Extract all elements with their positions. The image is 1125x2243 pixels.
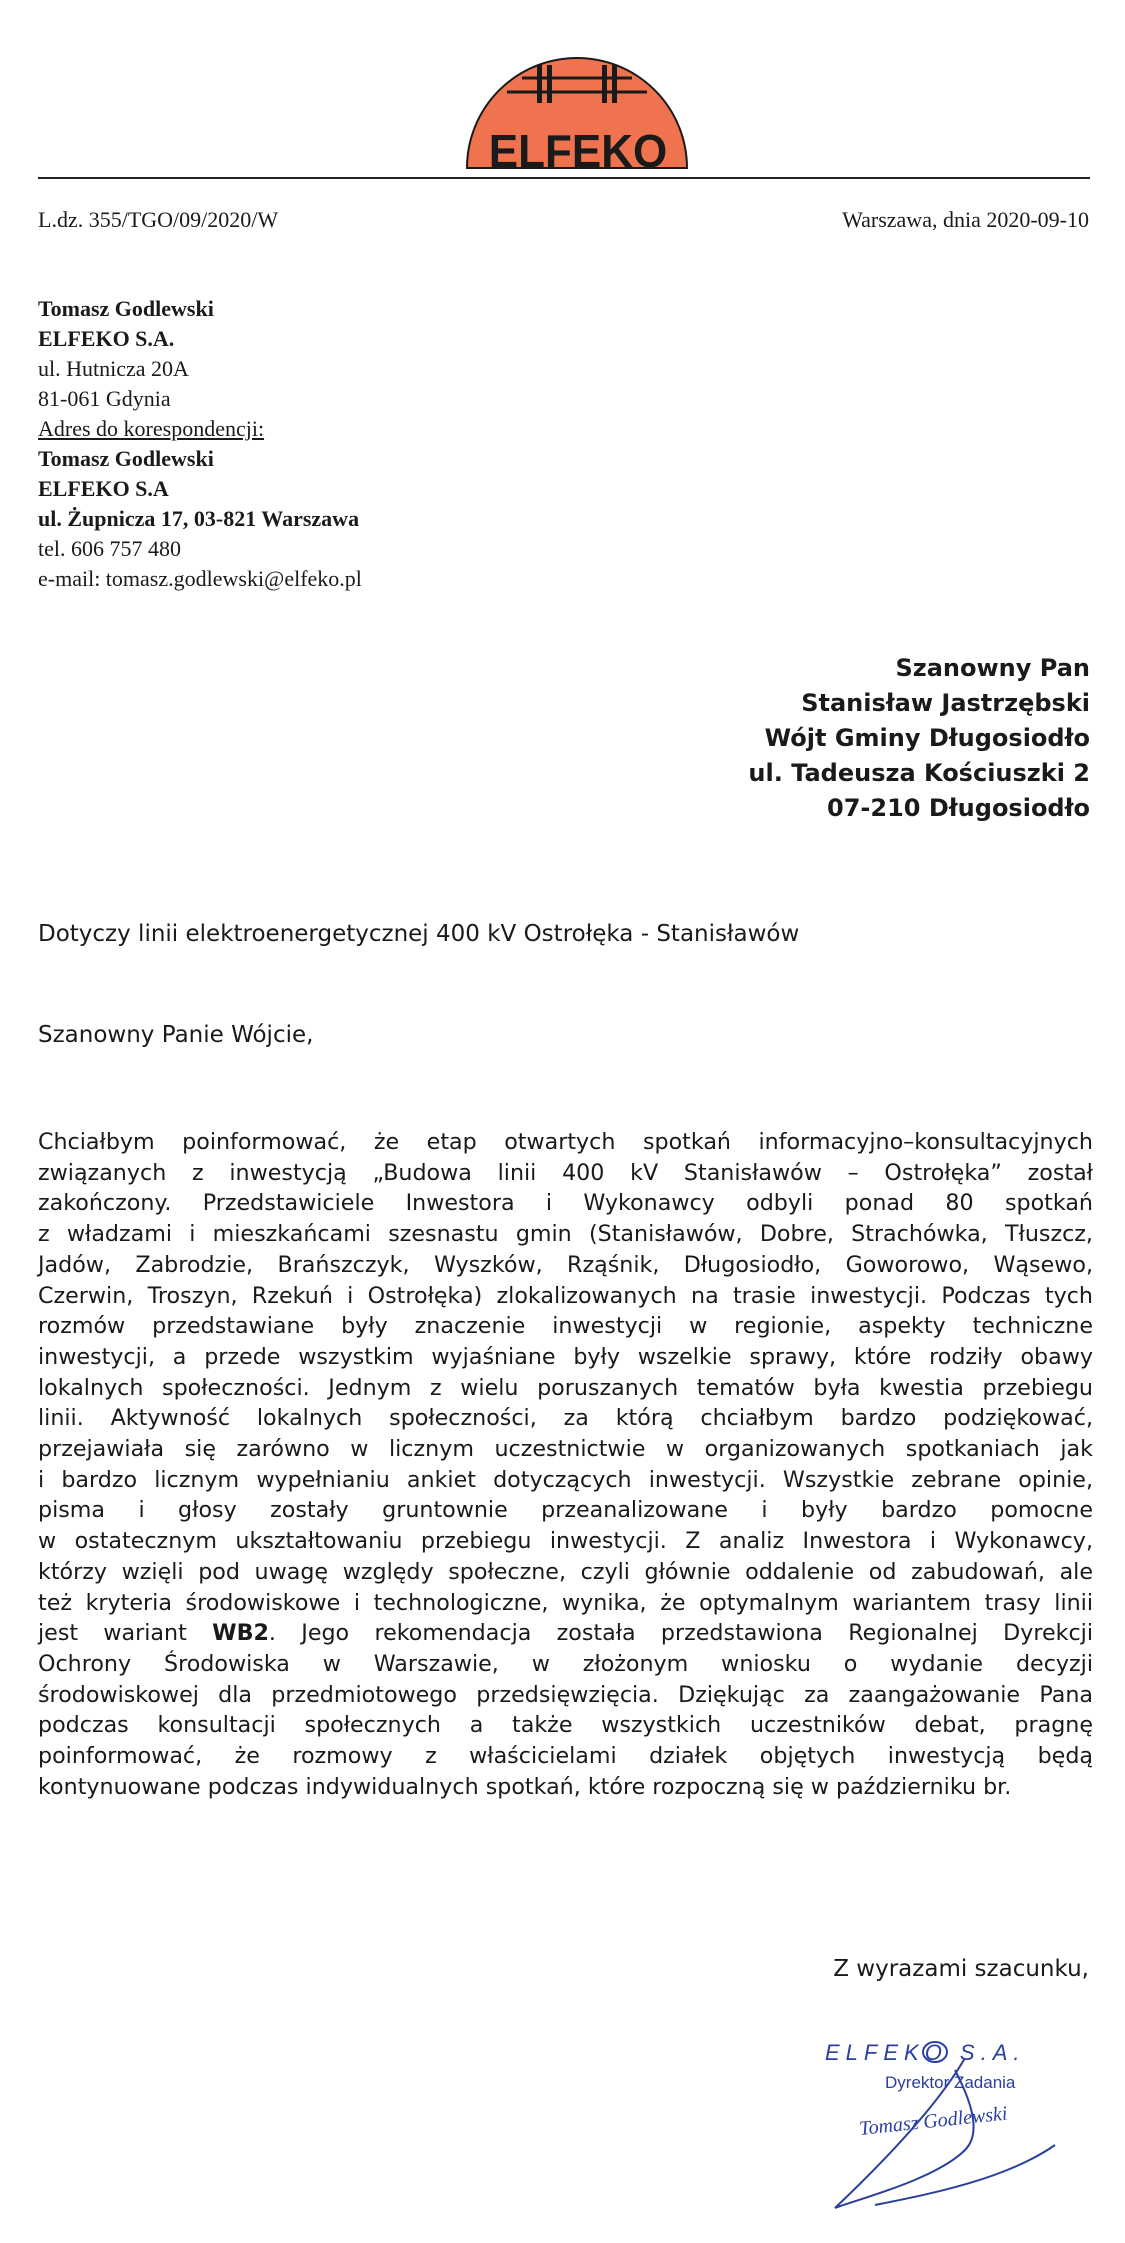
body-line: też kryteria środowiskowe i technologiczne, wynika, że optymalnym wariantem trasy linii [38,1589,1093,1616]
body-line: zakończony. Przedstawiciele Inwestora i Wykonawcy odbyli ponad 80 spotkań [38,1190,1093,1217]
body-line: Ochrony Środowiska w Warszawie, w złożonym wniosku o wydanie decyzji [38,1650,1093,1677]
body-line: którzy wzięli pod uwagę względy społeczne, czyli głównie oddalenie od zabudowań, ale [38,1558,1093,1585]
recipient-line-4: ul. Tadeusza Kościuszki 2 [748,759,1090,787]
letter-body [38,1127,1093,1802]
body-line: z władzami i mieszkańcami szesnastu gmin (Stanisławów, Dobre, Strachówka, Tłuszcz, [38,1221,1093,1248]
body-line: środowiskowej dla przedmiotowego przedsięwzięcia. Dziękując za zaangażowanie Pana [38,1681,1093,1708]
body-line: związanych z inwestycją „Budowa linii 400 kV Stanisławów – Ostrołęka” został [38,1159,1093,1186]
header-divider [38,177,1090,179]
salutation: Szanowny Panie Wójcie, [38,1022,314,1048]
elfeko-logo [462,20,692,170]
body-line: inwestycji, a przede wszystkim wyjaśniane były wszelkie sprawy, które rodziły obawy [38,1343,1093,1370]
recipient-block [748,651,1090,826]
sender-email: e-mail: tomasz.godlewski@elfeko.pl [38,566,362,591]
closing: Z wyrazami szacunku, [833,1956,1089,1982]
sender-phone: tel. 606 757 480 [38,536,181,561]
signature-stamp [815,2030,1075,2220]
place-date: Warszawa, dnia 2020-09-10 [842,207,1089,232]
logo-text: ELFEKO [488,125,668,170]
body-line: Czerwin, Troszyn, Rzekuń i Ostrołęka) zlokalizowanych na trasie inwestycji. Podczas tych [38,1282,1093,1309]
recipient-line-1: Szanowny Pan [895,654,1090,682]
corr-name: Tomasz Godlewski [38,446,214,471]
sender-street: ul. Hutnicza 20A [38,356,189,381]
body-line: Jadów, Zabrodzie, Brańszczyk, Wyszków, Rząśnik, Długosiodło, Goworowo, Wąsewo, [38,1251,1093,1278]
sender-block [38,294,362,594]
body-line: przejawiała się zarówno w licznym uczestnictwie w organizowanych spotkaniach jak [38,1436,1093,1463]
stamp-title: Dyrektor Zadania [885,2073,1016,2092]
correspondence-label: Adres do korespondencji: [38,416,265,441]
stamp-name: Tomasz Godlewski [858,2102,1009,2140]
body-line: jest wariant WB2. Jego rekomendacja została przedstawiona Regionalnej Dyrekcji [38,1620,1093,1647]
recipient-line-3: Wójt Gminy Długosiodło [764,724,1090,752]
stamp-company: ELFEKO S.A. [825,2040,1026,2065]
body-bold-term: WB2 [212,1620,269,1647]
corr-company: ELFEKO S.A [38,476,169,501]
reference-number: L.dz. 355/TGO/09/2020/W [38,207,279,232]
recipient-line-2: Stanisław Jastrzębski [801,689,1090,717]
body-line: podczas konsultacji społecznych a także wszystkich uczestników debat, pragnę [38,1712,1093,1739]
body-line: Chciałbym poinformować, że etap otwartych spotkań informacyjno–konsultacyjnych [38,1129,1093,1155]
subject-line: Dotyczy linii elektroenergetycznej 400 kV Ostrołęka - Stanisławów [38,921,800,947]
sender-postal: 81-061 Gdynia [38,386,171,411]
corr-address: ul. Żupnicza 17, 03-821 Warszawa [38,506,360,531]
body-line: w ostatecznym ukształtowaniu przebiegu inwestycji. Z analiz Inwestora i Wykonawcy, [38,1528,1093,1555]
sender-company: ELFEKO S.A. [38,326,175,351]
body-line: linii. Aktywność lokalnych społeczności, za którą chciałbym bardzo podziękować, [38,1405,1093,1432]
body-line: kontynuowane podczas indywidualnych spotkań, które rozpoczną się w październiku br. [38,1773,1012,1800]
body-line: pisma i głosy zostały gruntownie przeanalizowane i były bardzo pomocne [38,1497,1093,1524]
body-line: poinformować, że rozmowy z właścicielami działek objętych inwestycją będą [38,1743,1093,1770]
body-line: rozmów przedstawiane były znaczenie inwestycji w regionie, aspekty techniczne [38,1313,1093,1340]
sender-name: Tomasz Godlewski [38,296,214,321]
recipient-line-5: 07-210 Długosiodło [827,794,1090,822]
body-line: lokalnych społeczności. Jednym z wielu poruszanych tematów była kwestia przebiegu [38,1374,1093,1401]
body-line: i bardzo licznym wypełnianiu ankiet dotyczących inwestycji. Wszystkie zebrane opinie, [38,1466,1093,1493]
